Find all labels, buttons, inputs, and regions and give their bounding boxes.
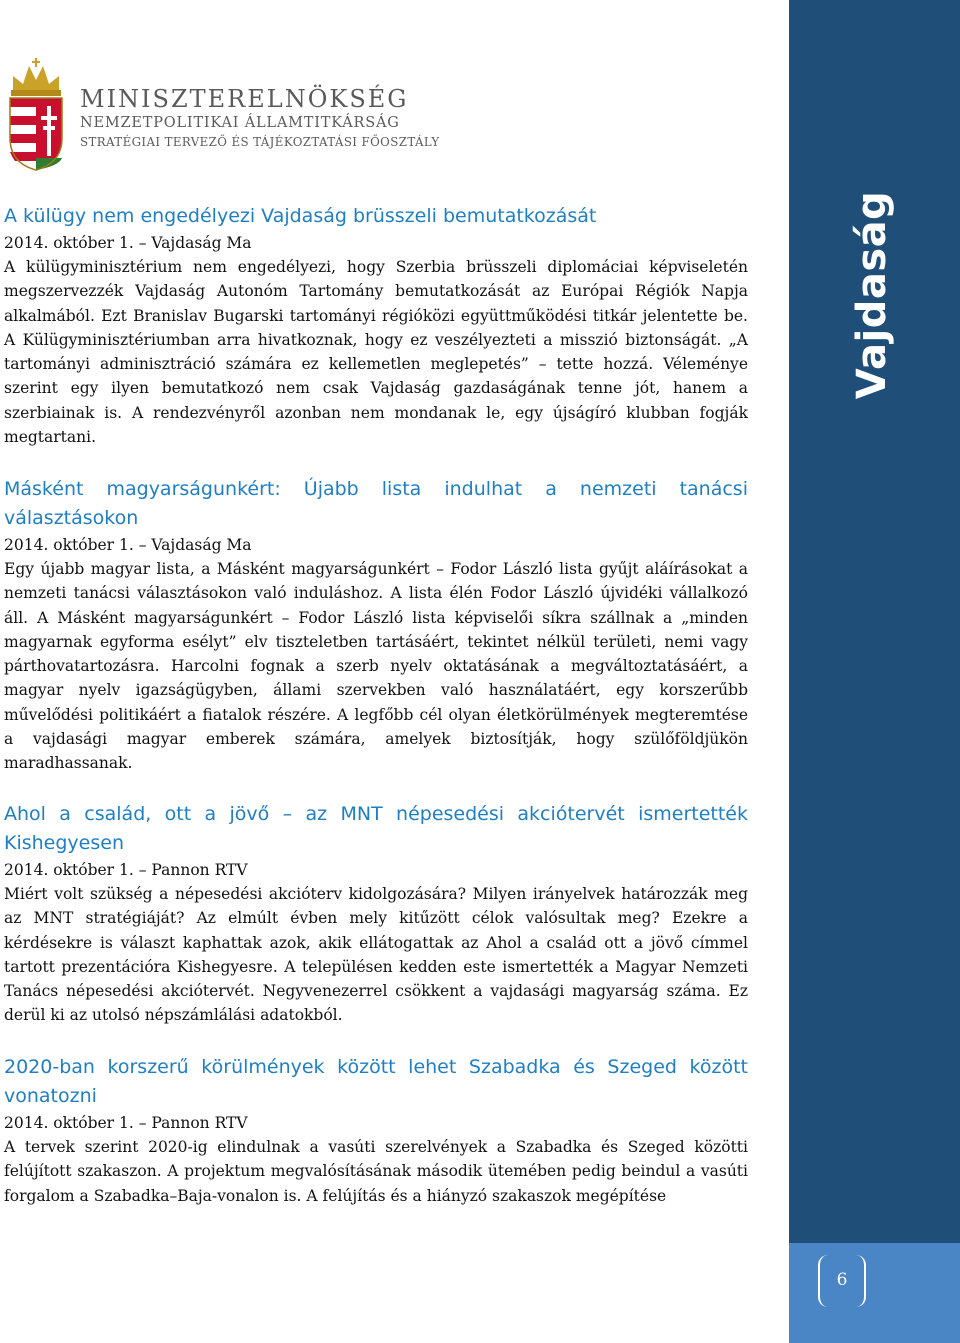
- article-headline: A külügy nem engedélyezi Vajdaság brüsszeli bemutatkozását: [4, 205, 597, 227]
- article-headline: Ahol a család, ott a jövő – az MNT népesedési akciótervét ismertették Kishegyesen: [4, 803, 748, 854]
- article-body: A tervek szerint 2020-ig elindulnak a vasúti szerelvények a Szabadka és Szeged közötti felújított szakaszon. A projektum megvalósításának második ütemében pedig beindul a vasúti forgalom a Szabadka–Baja-vonalon is. A felújítás és a hiányzó szakaszok megépítése: [4, 1138, 748, 1205]
- hungarian-coat-of-arms-icon: [5, 58, 67, 176]
- section-label: Vajdaság: [849, 190, 895, 400]
- logo-title: MINISZTERELNÖKSÉG: [80, 85, 409, 113]
- sidebar-footer-band: [789, 1243, 960, 1343]
- logo-text: [80, 85, 440, 151]
- article: [4, 800, 748, 1028]
- article-body: A külügyminisztérium nem engedélyezi, hogy Szerbia brüsszeli diplomáciai képviseletén megszervezzék Vajdaság Autonóm Tartomány bemutatkozását az Európai Régiók Napja alkalmából. Ezt Branislav Bugarski tartományi régióközi együttműködési titkár jelentette be. A Külügyminisztériumban arra hivatkoznak, hogy ez veszélyezteti a misszió biztonságát. „A tartományi adminisztráció számára ez kellemetlen meglepetés” – tette hozzá. Véleménye szerint egy ilyen bemutatkozó nem csak Vajdaság gazdaságának tenne jót, hanem a szerbiainak is. A rendezvényről azonban nem mondanak le, egy újságíró klubban fogják megtartani.: [4, 258, 748, 447]
- article-body: Miért volt szükség a népesedési akcióterv kidolgozására? Milyen irányelvek határozzák meg az MNT stratégiáját? Az elmúlt évben mely kitűzött célok valósultak meg? Ezekre a kérdésekre is választ kaphattak azok, akik ellátogattak az Ahol a család ott a jövő címmel tartott prezentációra Kishegyesre. A településen kedden este ismertették a Magyar Nemzeti Tanács népesedési akciótervét. Negyvenezerrel csökkent a vajdasági magyarság száma. Ez derül ki az utolsó népszámlálási adatokból.: [4, 885, 748, 1025]
- article-meta: 2014. október 1. – Pannon RTV: [4, 861, 248, 879]
- article-headline: 2020-ban korszerű körülmények között lehet Szabadka és Szeged között vonatozni: [4, 1056, 748, 1107]
- article: [4, 202, 748, 449]
- article: [4, 475, 748, 776]
- ministry-logo: [5, 58, 440, 178]
- article-meta: 2014. október 1. – Vajdaság Ma: [4, 234, 252, 252]
- logo-department: STRATÉGIAI TERVEZŐ ÉS TÁJÉKOZTATÁSI FŐOSZTÁLY: [80, 135, 440, 149]
- page-number: 6: [836, 1270, 848, 1290]
- article-meta: 2014. október 1. – Vajdaság Ma: [4, 536, 252, 554]
- logo-subtitle: NEMZETPOLITIKAI ÁLLAMTITKÁRSÁG: [80, 115, 400, 131]
- article-headline: Másként magyarságunkért: Újabb lista indulhat a nemzeti tanácsi választásokon: [4, 478, 748, 529]
- article-meta: 2014. október 1. – Pannon RTV: [4, 1114, 248, 1132]
- article: [4, 1053, 748, 1208]
- article-body: Egy újabb magyar lista, a Másként magyarságunkért – Fodor László lista gyűjt aláírásokat a nemzeti tanácsi választásokon való induláshoz. A lista élén Fodor László újvidéki vállalkozó áll. A Másként magyarságunkért – Fodor László lista képviselői síkra szállnak a „minden magyarnak egyforma esélyt” elv tiszteletben tartásáért, tekintet nélkül területi, nemi vagy párthovatartozásra. Harcolni fognak a szerb nyelv oktatásának a megváltoztatásáért, a magyar nyelv igazságügyben, állami szervekben való használatáért, egy korszerűbb művelődési politikáért a fiatalok részére. A legfőbb cél olyan életkörülmények megteremtése a vajdasági magyar emberek számára, amelyek biztosítják, hogy szülőföldjükön maradhassanak.: [4, 560, 748, 773]
